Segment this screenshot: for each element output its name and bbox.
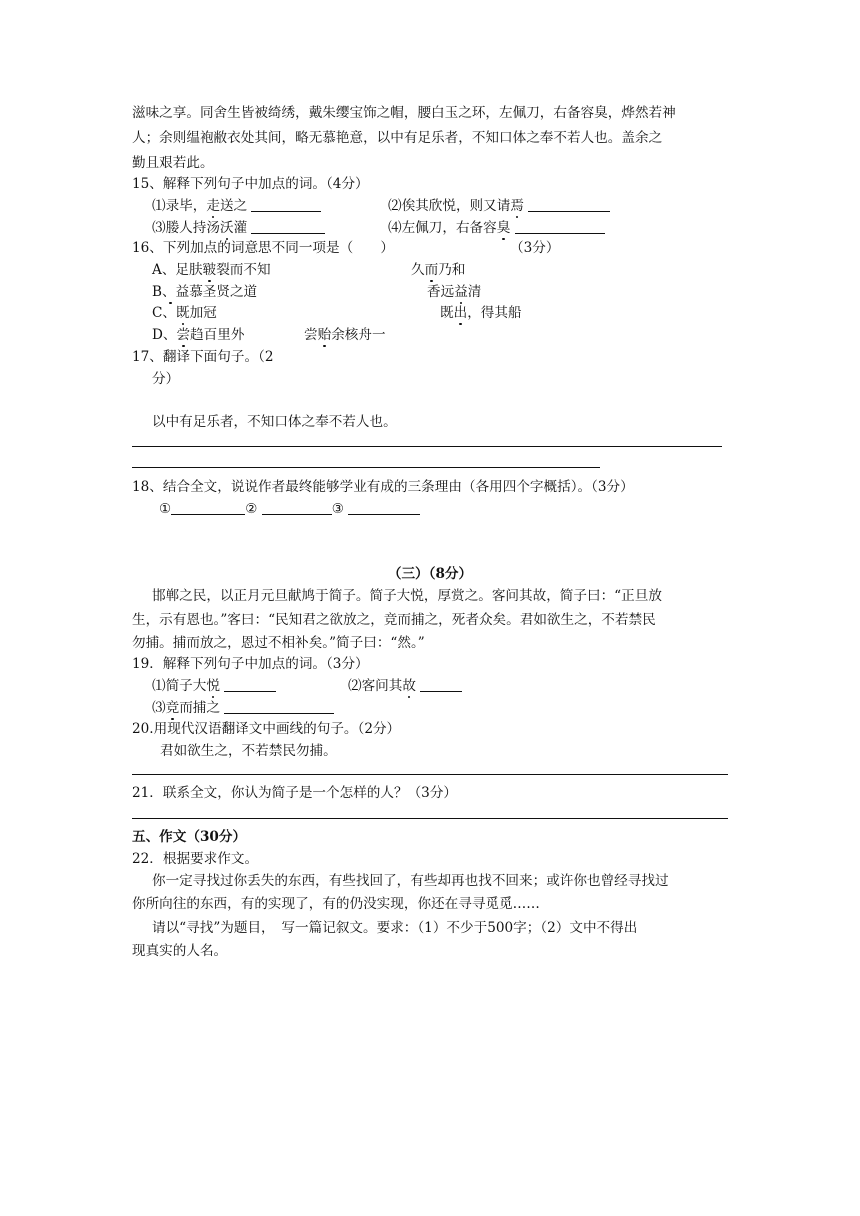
question-16-score: （3分） [510, 240, 560, 256]
question-22-stem: 22．根据要求作文。 [132, 851, 259, 867]
q16-option-d-left: D、尝趋百里外 [152, 327, 245, 343]
dotted-char: 沃 [219, 220, 234, 236]
q16-option-a-left: A、足肤皲裂而不知 [152, 262, 271, 278]
q16-option-b-right: 香远益清 [427, 284, 482, 300]
answer-blank[interactable] [262, 500, 332, 515]
answer-blank[interactable] [528, 197, 610, 212]
q15-item-4: ⑷左佩刀，右备容臭 [388, 218, 605, 238]
q16-option-b-left: B、益慕圣贤之道 [152, 284, 258, 300]
answer-blank[interactable] [515, 219, 605, 234]
question-20-sentence: 君如欲生之，不若禁民勿捕。 [160, 743, 337, 759]
passage-line: 邯郸之民，以正月元旦献鸠于简子。简子大悦，厚赏之。客问其故，简子曰：“正旦放 [152, 588, 662, 604]
q19-item-3: ⑶竞而捕之 [152, 698, 334, 718]
dotted-char: 臭 [496, 220, 511, 236]
q18-answers: ① ② ③ [159, 499, 420, 519]
dotted-char: B、益 [152, 284, 190, 300]
q16-option-c-left: C、既加冠 [152, 305, 217, 321]
question-15-stem: 15、解释下列句子中加点的词。（4分） [132, 176, 369, 192]
answer-line[interactable] [132, 818, 728, 819]
dotted-char: 贻 [317, 327, 332, 343]
dotted-char: 而 [424, 262, 439, 278]
answer-blank[interactable] [251, 197, 321, 212]
q15-item-2: ⑵俟其欣悦，则又请焉 [388, 196, 610, 216]
essay-prompt-line: 你所向往的东西，有的实现了，有的仍没实现，你还在寻寻觅觅…… [132, 896, 540, 912]
question-20-stem: 20.用现代汉语翻译文中画线的句子。（2分） [132, 721, 401, 737]
answer-blank[interactable] [171, 500, 245, 515]
passage-line: 勤且艰若此。 [132, 155, 214, 171]
dotted-char: 出 [453, 305, 468, 321]
essay-prompt-line: 你一定寻找过你丢失的东西，有些找回了，有些却再也找不回来；或许你也曾经寻找过 [152, 873, 669, 889]
dotted-char: 益 [454, 284, 468, 300]
answer-blank[interactable] [251, 219, 325, 234]
answer-line[interactable] [132, 446, 722, 447]
q15-item-1: ⑴录毕，走送之 [152, 196, 321, 216]
section-3-heading: （三）（8分） [387, 566, 473, 582]
passage-line: 人；余则缊袍敝衣处其间，略无慕艳意，以中有足乐者，不知口体之奉不若人也。盖余之 [132, 130, 663, 146]
q19-item-2: ⑵客问其故 [348, 676, 462, 696]
section-5-heading: 五、作文（30分） [132, 829, 247, 845]
q16-option-d-right: 尝贻余核舟一 [304, 327, 386, 343]
dotted-char: 焉 [510, 198, 524, 214]
question-21-stem: 21．联系全文，你认为简子是一个怎样的人？（3分） [132, 785, 458, 801]
passage-line: 滋味之享。同舍生皆被绮绣，戴朱缨宝饰之帽，腰白玉之环，左佩刀，右备容臭，烨然若神 [132, 105, 676, 121]
q16-option-c-right: 既出，得其船 [440, 305, 522, 321]
question-17-stem-cont: 分） [152, 371, 180, 387]
dotted-char: 尝 [176, 327, 191, 343]
answer-line[interactable] [132, 467, 600, 468]
answer-line[interactable] [132, 774, 728, 775]
answer-blank[interactable] [348, 500, 420, 515]
dotted-char: 既 [176, 305, 190, 321]
answer-blank[interactable] [224, 677, 276, 692]
essay-requirement-line: 请以“寻找”为题目， 写一篇记叙文。要求：（1）不少于500字；（2）文中不得出 [152, 920, 638, 936]
q19-item-1: ⑴简子大悦 [152, 676, 276, 696]
question-18-stem: 18、结合全文，说说作者最终能够学业有成的三条理由（各用四个字概括）。（3分） [132, 479, 634, 495]
question-19-stem: 19．解释下列句子中加点的词。（3分） [132, 656, 369, 672]
dotted-char: 悦 [206, 678, 220, 694]
question-16-stem: 16、下列加点的词意思不同一项是（ ） [132, 240, 394, 256]
essay-requirement-line: 现真实的人名。 [132, 943, 228, 959]
q15-item-3: ⑶媵人持汤沃灌 [152, 218, 325, 238]
answer-blank[interactable] [420, 677, 462, 692]
dotted-char: 竞 [165, 700, 180, 716]
question-17-stem: 17、翻译下面句子。（2 [132, 349, 274, 365]
question-17-sentence: 以中有足乐者，不知口体之奉不若人也。 [152, 414, 397, 430]
dotted-char: 故 [402, 678, 416, 694]
passage-line: 勿捕。捕而放之，恩过不相补矣。”简子曰：“然。” [132, 635, 425, 651]
q16-option-a-right: 久而乃和 [411, 262, 466, 278]
dotted-char: 走 [206, 198, 220, 214]
passage-line: 生，示有恩也。”客曰：“民知君之欲放之，竞而捕之，死者众矣。君如欲生之，不若禁民 [132, 612, 656, 628]
dotted-char: 皲 [202, 262, 217, 278]
answer-blank[interactable] [224, 699, 334, 714]
